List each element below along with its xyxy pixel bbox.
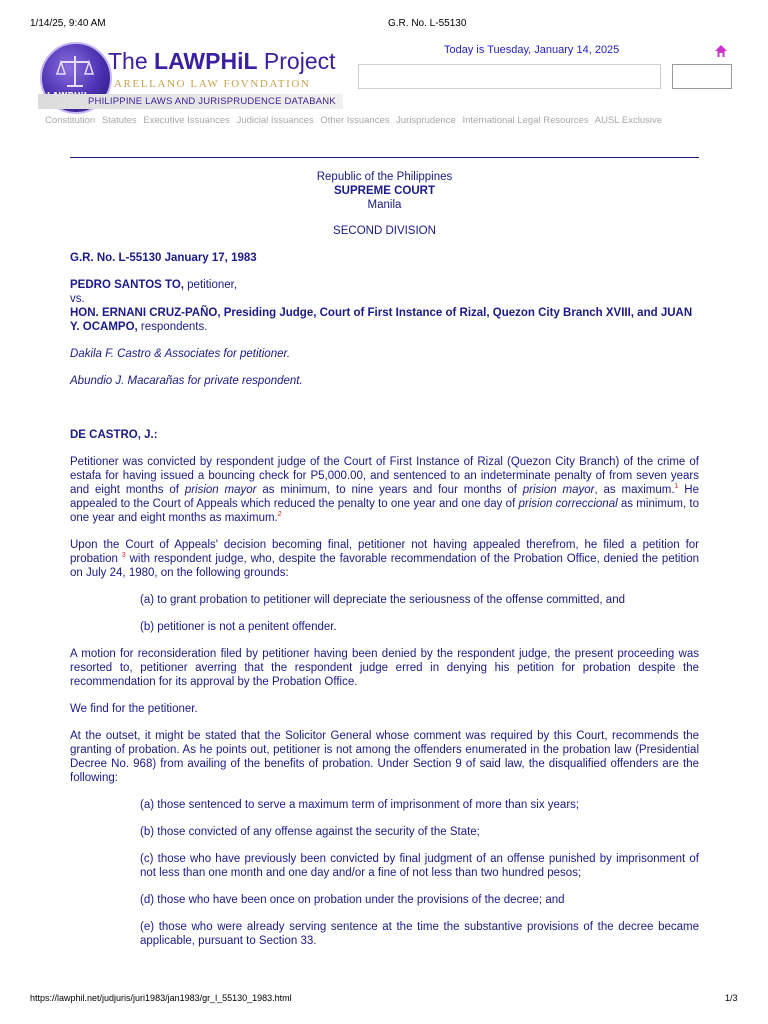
site-title: The LAWPHiL Project — [108, 48, 336, 74]
print-timestamp: 1/14/25, 9:40 AM — [30, 18, 106, 29]
disqualification-b: (b) those convicted of any offense against the security of the State; — [140, 826, 480, 838]
republic-line: Republic of the Philippines — [316, 171, 453, 183]
scales-of-justice-icon — [56, 54, 94, 90]
paragraph-2: Upon the Court of Appeals' decision becoming final, petitioner not having appealed therefrom, he filed a petition for probation $^3$ with respondent judge, who, despite the favorable recommendation of the Probation Office, denied the petition on July 24, 1980, on the following grounds: — [70, 539, 700, 579]
today-date: Today is Tuesday, January 14, 2025 — [444, 44, 620, 56]
nav-other-issuances[interactable]: Other Issuances — [320, 115, 390, 126]
parties — [70, 278, 699, 334]
decision-body — [70, 170, 699, 961]
print-title: G.R. No. L-55130 — [388, 18, 467, 29]
print-page-number: 1/3 — [725, 993, 738, 1003]
main-nav — [45, 115, 666, 126]
disqualification-e: (e) those who were already serving sentence at the time the substantive provisions of the decree became applicable, pursuant to Section 33. — [140, 921, 699, 947]
court-city: Manila — [367, 199, 402, 211]
versus: vs. — [70, 293, 85, 305]
respondents-names: HON. ERNANI CRUZ-PAÑO, Presiding Judge, Court of First Instance of Rizal, Quezon City Branch XVIII, and JUAN Y. OCAMPO, — [70, 307, 693, 333]
paragraph-3: A motion for reconsideration filed by petitioner having been denied by the respondent judge, the present proceeding was resorted to, petitioner averring that the respondent judge erred in denying his petition for probation despite the recommendation for its approval by the Probation Office. — [70, 648, 699, 688]
counsel-respondent: Abundio J. Macarañas for private respondent. — [70, 375, 303, 387]
home-icon[interactable] — [714, 44, 728, 58]
disqualification-d: (d) those who have been once on probation under the provisions of the decree; and — [140, 894, 565, 906]
respondents-role: respondents. — [137, 321, 208, 333]
print-header — [0, 18, 768, 32]
ground-b: (b) petitioner is not a penitent offender. — [140, 621, 337, 633]
disqualification-c: (c) those who have previously been convicted by final judgment of an offense punished by imprisonment of not less than one month and one day and/or a fine of not less than two hundred pesos; — [140, 853, 699, 879]
footnote-1-link[interactable]: 1 — [674, 483, 679, 491]
nav-judicial-issuances[interactable]: Judicial Issuances — [236, 115, 314, 126]
nav-jurisprudence[interactable]: Jurisprudence — [396, 115, 456, 126]
print-url: https://lawphil.net/judjuris/juri1983/jan1983/gr_l_55130_1983.html — [30, 993, 292, 1003]
court-heading — [70, 170, 699, 212]
ponente: DE CASTRO, J.: — [70, 429, 158, 441]
disqualification-a: (a) those sentenced to serve a maximum term of imprisonment of more than six years; — [140, 799, 580, 811]
header-divider — [70, 157, 699, 158]
footnote-2-link[interactable]: 2 — [277, 511, 282, 519]
division: SECOND DIVISION — [333, 225, 436, 237]
nav-ausl-exclusive[interactable]: AUSL Exclusive — [594, 115, 663, 126]
databank-label: PHILIPPINE LAWS AND JURISPRUDENCE DATABANK — [88, 96, 336, 107]
paragraph-1: Petitioner was convicted by respondent judge of the Court of First Instance of Rizal (Quezon City Branch) of the crime of estafa for having issued a bouncing check for P5,000.00, and sentenced to an indeterminate penalty of from seven years and eight months of prision mayor as minimum, to nine years and four months of prision mayor, as maximum.$^1$ He appealed to the Court of Appeals which reduced the penalty to one year and one day of prision correccional as minimum, to one year and eight months as maximum.$^2$ — [70, 456, 699, 524]
paragraph-5: At the outset, it might be stated that the Solicitor General whose comment was required by this Court, recommends the granting of probation. As he points out, petitioner is not among the offenders enumerated in the probation law (Presidential Decree No. 968) from availing of the benefits of probation. Under Section 9 of said law, the disqualified offenders are the following: — [70, 730, 699, 784]
case-number: G.R. No. L-55130 January 17, 1983 — [70, 252, 257, 264]
counsel-petitioner: Dakila F. Castro & Associates for petitioner. — [70, 348, 291, 360]
footnote-3-link[interactable]: 3 — [121, 552, 126, 560]
search-button[interactable] — [672, 64, 732, 89]
petitioner-name: PEDRO SANTOS TO, — [70, 279, 184, 291]
nav-international-legal-resources[interactable]: International Legal Resources — [462, 115, 589, 126]
ground-a: (a) to grant probation to petitioner will depreciate the seriousness of the offense committed, and — [140, 594, 625, 606]
paragraph-4: We find for the petitioner. — [70, 703, 198, 715]
court-name: SUPREME COURT — [334, 185, 435, 197]
search-input[interactable] — [358, 64, 661, 89]
nav-executive-issuances[interactable]: Executive Issuances — [143, 115, 230, 126]
databank-bar — [38, 94, 343, 109]
nav-statutes[interactable]: Statutes — [101, 115, 137, 126]
lawphil-logo[interactable] — [38, 42, 358, 114]
petitioner-role: petitioner, — [183, 279, 238, 291]
nav-constitution[interactable]: Constitution — [45, 115, 96, 126]
print-footer — [0, 993, 768, 1007]
foundation-name: ARELLANO LAW FOVNDATION — [114, 78, 311, 90]
